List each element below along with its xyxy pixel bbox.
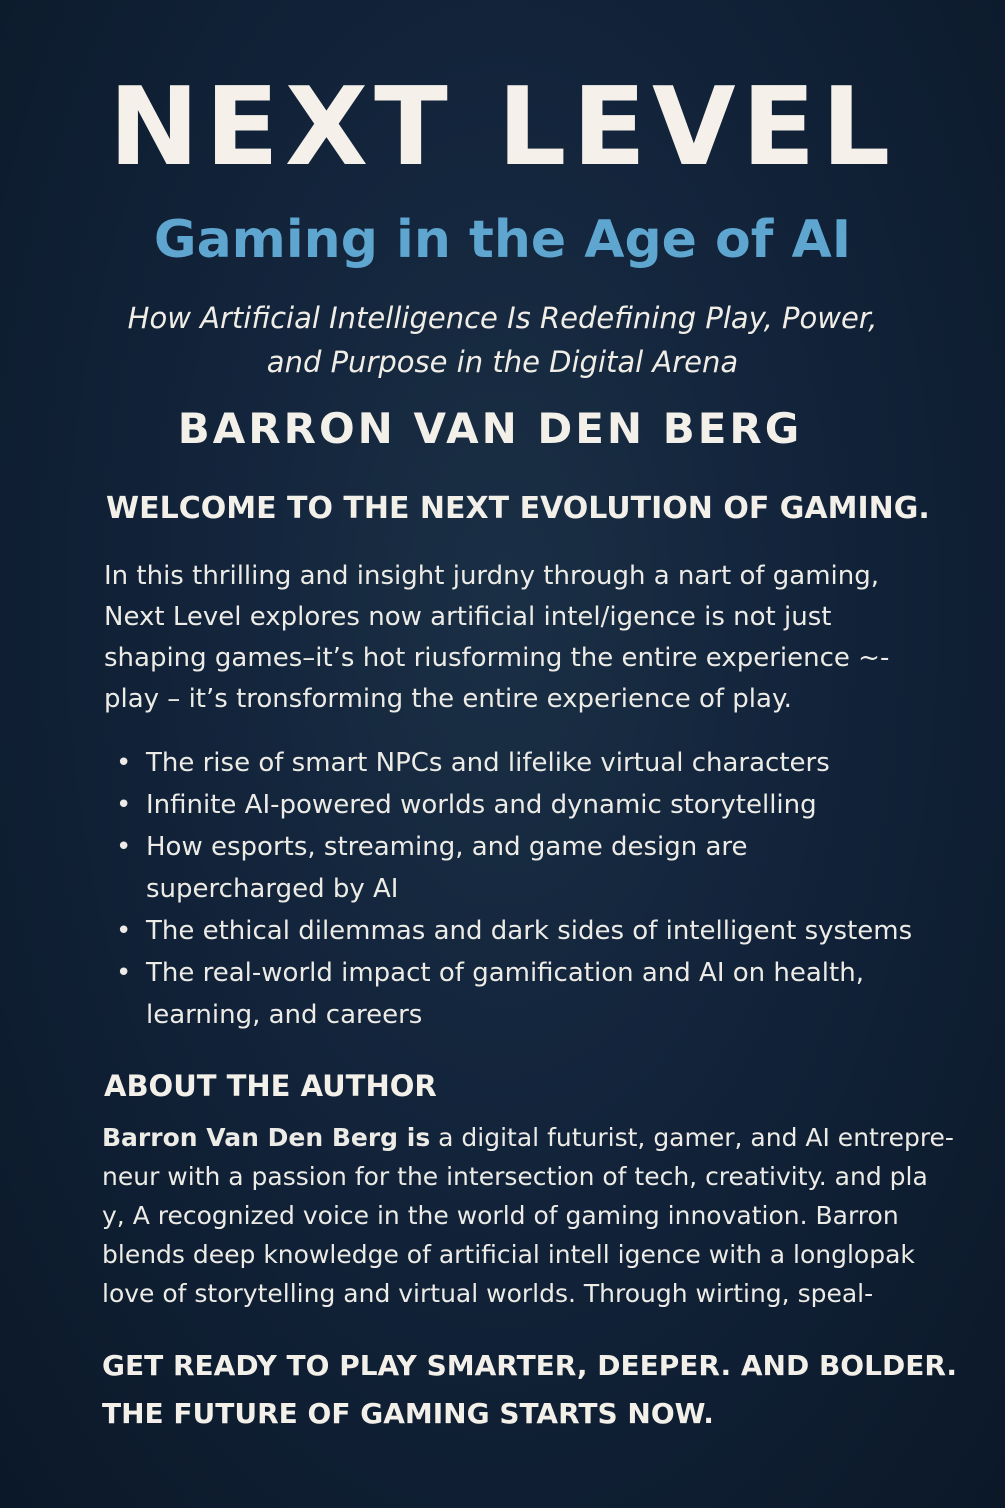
list-item [116,742,946,784]
list-item-text: • Infinite AI-powered worlds and dynamic storytelling [146,790,817,820]
about-line-rest: a digital futurist, gamer, and AI entrepre- [430,1123,954,1152]
list-item [116,826,946,910]
intro-paragraph [104,556,934,720]
intro-line: In this thrilling and insight jurdny through a nart of gaming, [104,561,880,591]
intro-line: shaping games–it’s hot riusforming the entire experience ~- [104,643,890,673]
intro-line: play – it’s tronsforming the entire experience of play. [104,684,792,714]
book-title: NEXT LEVEL [108,65,897,190]
author-name: BARRON VAN DEN BERG [177,404,803,453]
about-line: y, A recognized voice in the world of gaming innovation. Barron [102,1201,899,1230]
list-item-text: • The ethical dilemmas and dark sides of intelligent systems [146,916,913,946]
list-item-text: • The real-world impact of gamification and AI on health, [146,958,864,988]
closing-statement [102,1342,962,1438]
closing-line: GET READY TO PLAY SMARTER, DEEPER. AND BOLDER. [102,1349,958,1382]
intro-heading: WELCOME TO THE NEXT EVOLUTION OF GAMING. [106,491,930,526]
about-line: love of storytelling and virtual worlds. Through wirting, speal- [102,1279,874,1308]
tagline-line: How Artificial Intelligence Is Redefining Play, Power, [127,301,878,335]
about-line: blends deep knowledge of artificial intell igence with a longlopak [102,1240,915,1269]
book-subtitle: Gaming in the Age of AI [153,210,852,270]
topic-list [116,742,946,1036]
list-item-text: supercharged by AI [146,874,399,904]
list-item-text: • The rise of smart NPCs and lifelike virtual characters [146,748,830,778]
list-item [116,952,946,1036]
list-item [116,784,946,826]
about-author-heading: ABOUT THE AUTHOR [104,1069,437,1103]
closing-line: THE FUTURE OF GAMING STARTS NOW. [102,1397,714,1430]
list-item-text: learning, and careers [146,1000,423,1030]
list-item-text: • How esports, streaming, and game design are [146,832,748,862]
about-line [102,1118,954,1157]
book-tagline [60,296,945,384]
about-line: neur with a passion for the intersection of tech, creativity. and pla [102,1162,928,1191]
about-author-paragraph [102,1118,954,1313]
list-item [116,910,946,952]
intro-line: Next Level explores now artificial intel/igence is not just [104,602,832,632]
tagline-line: and Purpose in the Digital Arena [266,345,739,379]
about-author-name: Barron Van Den Berg is [102,1123,431,1152]
